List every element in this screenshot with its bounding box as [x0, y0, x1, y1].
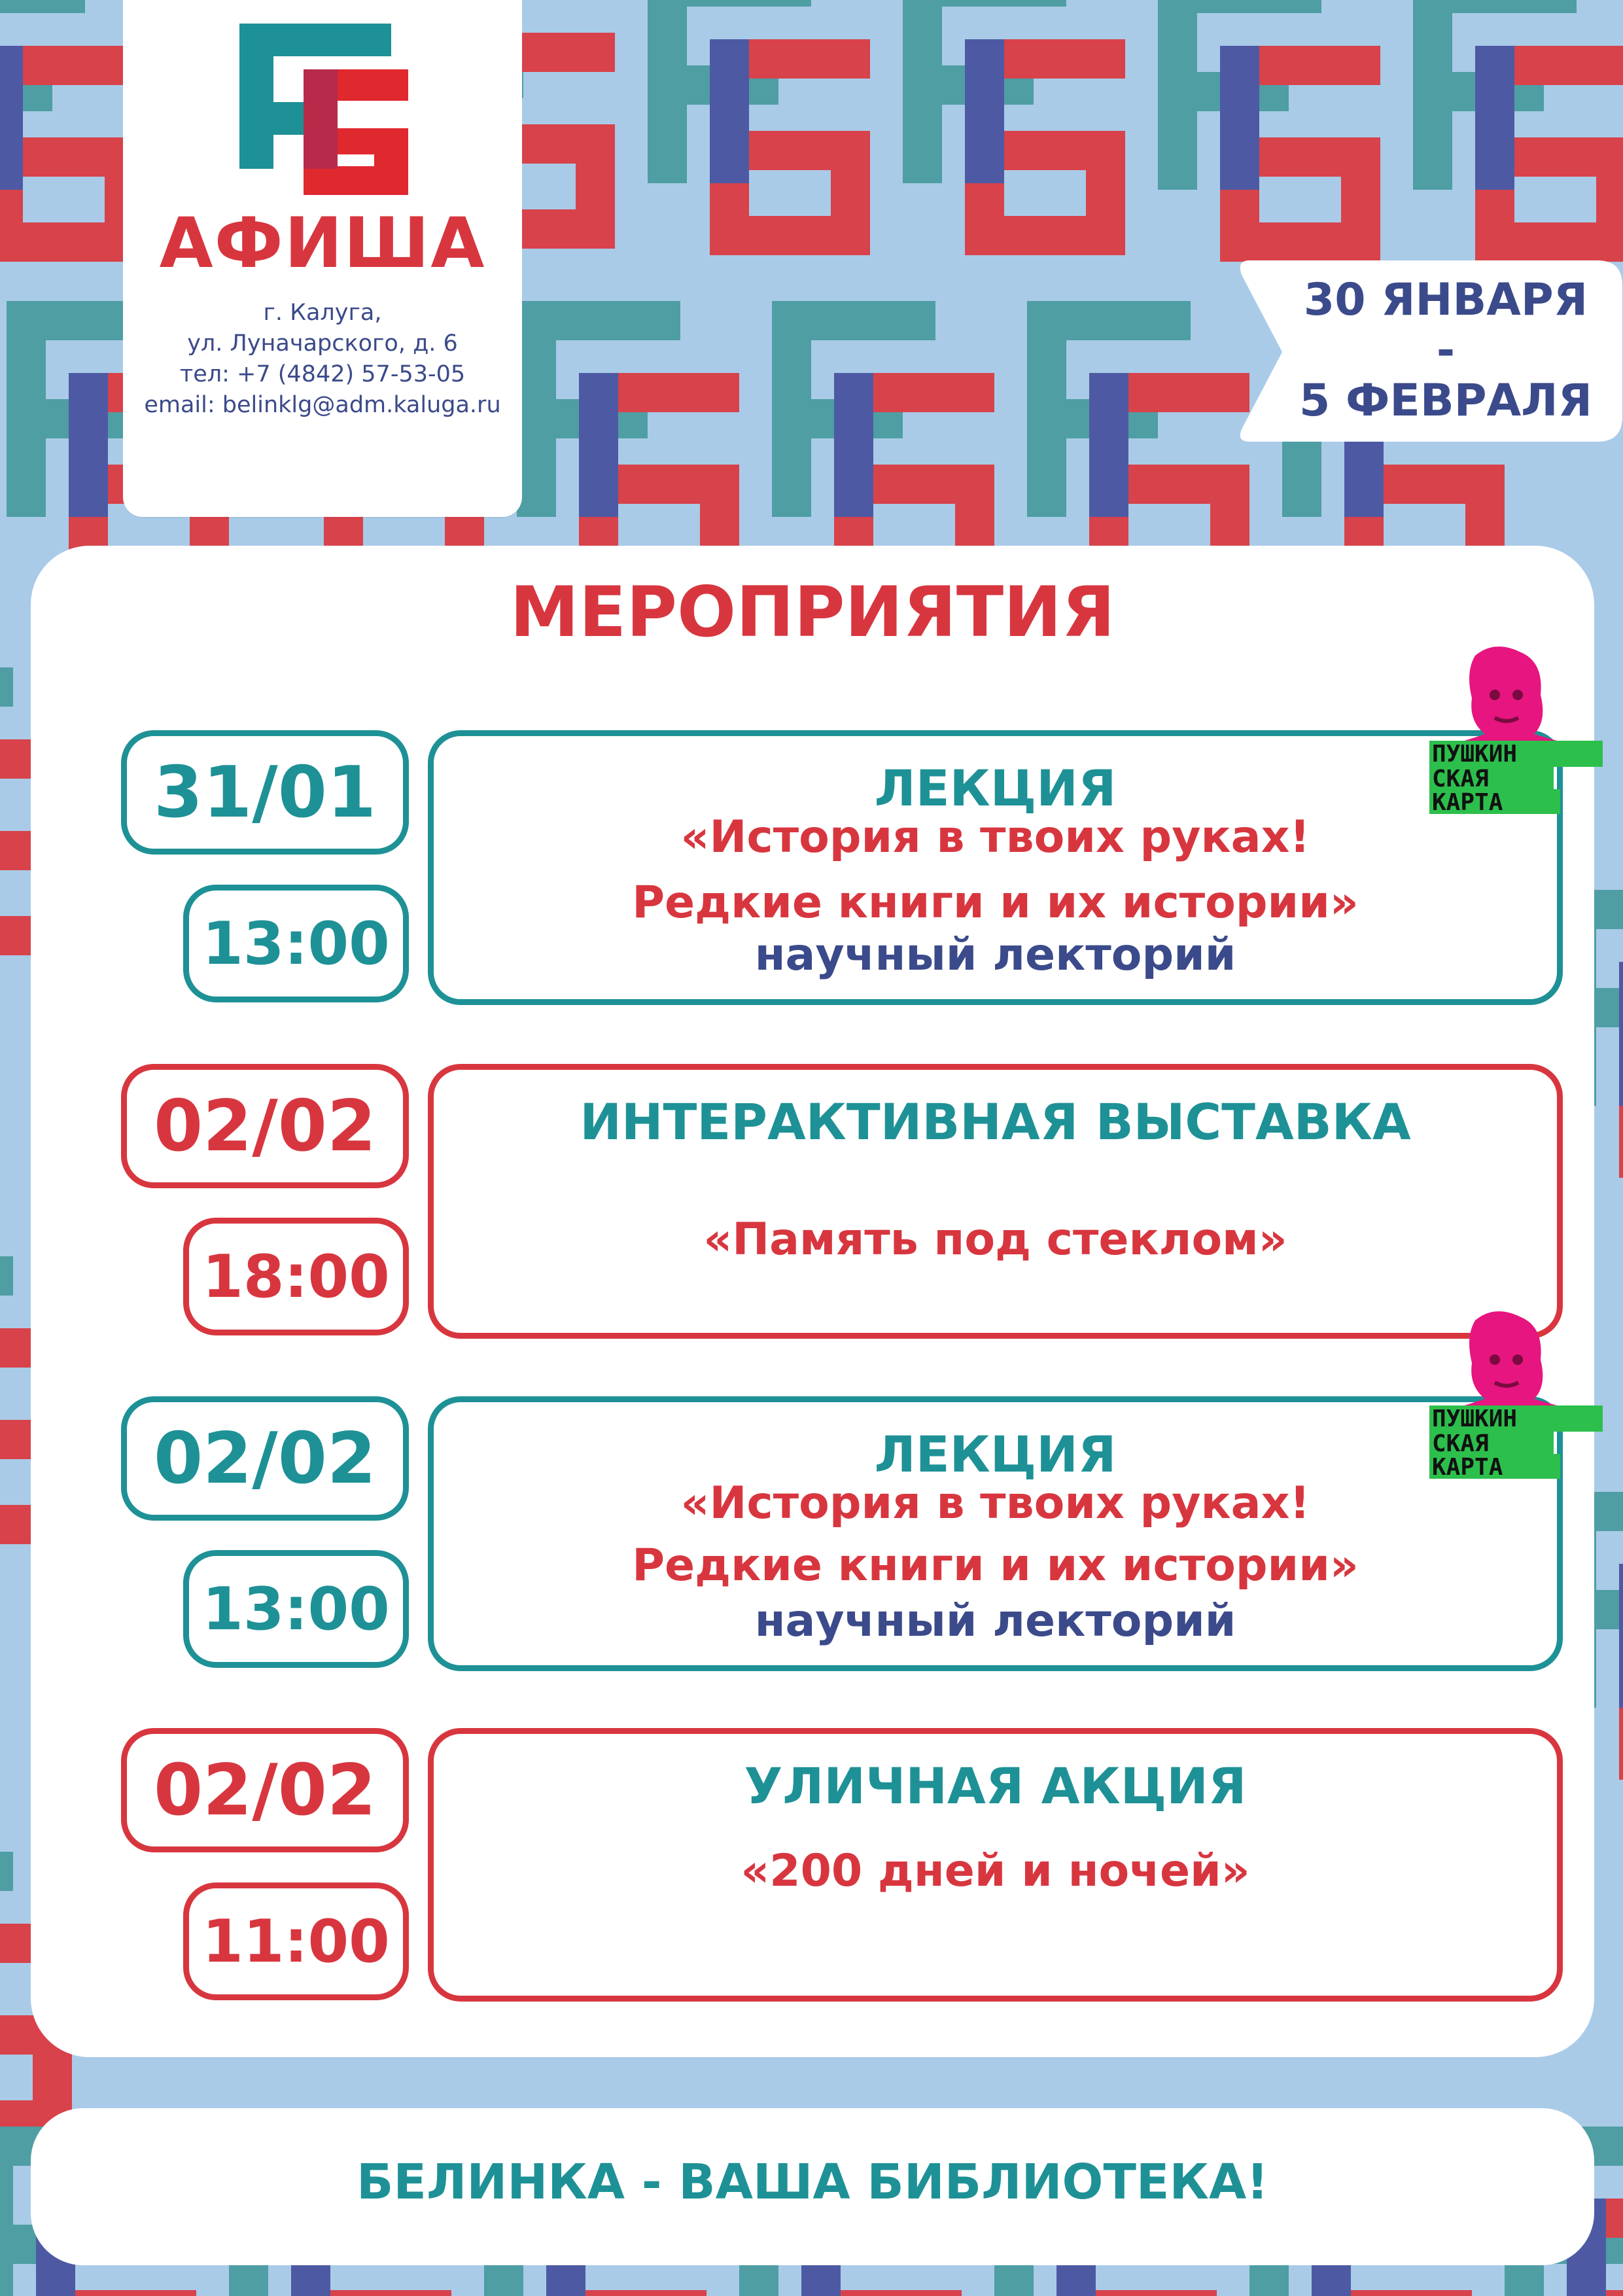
- event-card: [428, 1728, 1563, 2002]
- event-date: 02/02: [121, 1396, 409, 1521]
- date-separator: -: [1436, 325, 1456, 376]
- pushkin-label-2: СКАЯ: [1432, 1430, 1489, 1457]
- event-date: 02/02: [121, 1728, 409, 1852]
- pushkin-label-3: КАРТА: [1432, 1454, 1503, 1481]
- event-time: 13:00: [183, 885, 409, 1002]
- pushkin-card-badge: [1429, 643, 1603, 819]
- address-street: ул. Луначарского, д. 6: [187, 330, 458, 357]
- event-title-line1: «Память под стеклом»: [703, 1214, 1287, 1265]
- pushkin-portrait-icon: [1429, 1307, 1603, 1484]
- event-title-line1: «История в твоих руках!: [680, 1477, 1310, 1529]
- pushkin-label-3: КАРТА: [1432, 789, 1503, 816]
- pushkin-label-2: СКАЯ: [1432, 766, 1489, 792]
- pushkin-label-1: ПУШКИН: [1432, 741, 1518, 768]
- event-date: 02/02: [121, 1064, 409, 1188]
- event-title-line1: «История в твоих руках!: [680, 811, 1310, 863]
- event-subtitle: научный лекторий: [754, 929, 1236, 981]
- event-subtitle: научный лекторий: [754, 1595, 1236, 1647]
- phone-number: тел: +7 (4842) 57-53-05: [179, 361, 466, 387]
- event-card: [428, 730, 1563, 1005]
- section-title: МЕРОПРИЯТИЯ: [510, 572, 1115, 652]
- event-title-line2: Редкие книги и их истории»: [632, 1540, 1359, 1591]
- event-type: ЛЕКЦИЯ: [874, 1425, 1117, 1483]
- email-address: email: belinklg@adm.kaluga.ru: [144, 392, 501, 418]
- event-time: 18:00: [183, 1218, 409, 1335]
- event-type: ЛЕКЦИЯ: [874, 759, 1117, 817]
- date-range-text: [1295, 275, 1596, 426]
- contact-info: [123, 298, 522, 421]
- footer-slogan: БЕЛИНКА - ВАША БИБЛИОТЕКА!: [357, 2154, 1268, 2210]
- pushkin-label-1: ПУШКИН: [1432, 1405, 1518, 1432]
- date-to: 5 ФЕВРАЛЯ: [1299, 375, 1592, 427]
- date-from: 30 ЯНВАРЯ: [1303, 274, 1588, 326]
- date-range-banner: [1230, 260, 1622, 442]
- pushkin-card-badge: [1429, 1307, 1603, 1484]
- event-type: ИНТЕРАКТИВНАЯ ВЫСТАВКА: [580, 1093, 1411, 1151]
- event-title-line1: «200 дней и ночей»: [741, 1845, 1250, 1897]
- event-time: 11:00: [183, 1882, 409, 2000]
- footer-banner: [31, 2108, 1594, 2265]
- event-card: [428, 1396, 1563, 1671]
- header-card: [123, 0, 522, 517]
- events-panel: [31, 546, 1594, 2057]
- poster-title: АФИША: [159, 203, 486, 283]
- event-type: УЛИЧНАЯ АКЦИЯ: [744, 1757, 1247, 1815]
- library-logo: [239, 24, 408, 195]
- event-date: 31/01: [121, 730, 409, 855]
- pushkin-portrait-icon: [1429, 643, 1603, 819]
- event-time: 13:00: [183, 1550, 409, 1668]
- event-card: [428, 1064, 1563, 1339]
- address-city: г. Калуга,: [263, 300, 382, 326]
- event-title-line2: Редкие книги и их истории»: [632, 877, 1359, 928]
